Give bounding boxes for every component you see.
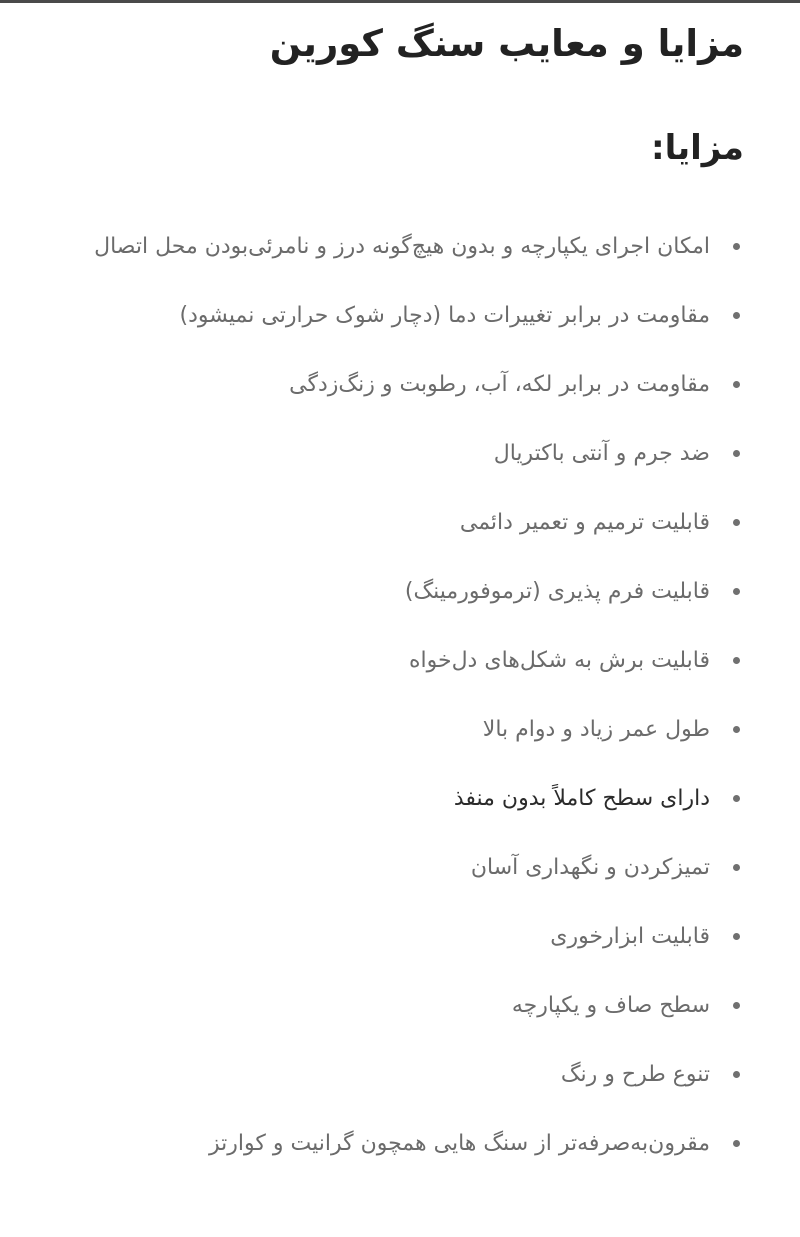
list-item <box>54 776 744 822</box>
list-item-text: قابلیت ابزارخوری <box>550 924 710 949</box>
list-item <box>54 569 744 615</box>
list-item-text: ضد جرم و آنتی باکتریال <box>493 441 710 466</box>
top-divider <box>0 0 800 3</box>
bullet-icon <box>733 1002 740 1009</box>
list-item <box>54 362 744 408</box>
list-item-text: امکان اجرای یکپارچه و بدون هیچ‌گونه درز و نامرئی‌بودن محل اتصال <box>94 234 710 259</box>
list-item <box>54 845 744 891</box>
list-item <box>54 638 744 684</box>
list-item <box>54 500 744 546</box>
list-item-text: طول عمر زیاد و دوام بالا <box>482 717 710 742</box>
list-item-text: مقاومت در برابر تغییرات دما (دچار شوک حرارتی نمیشود) <box>179 303 710 328</box>
list-item-text: مقاومت در برابر لکه، آب، رطوبت و زنگ‌زدگی <box>289 372 710 397</box>
bullet-icon <box>733 519 740 526</box>
advantages-list <box>54 224 744 1190</box>
bullet-icon <box>733 726 740 733</box>
list-item-text: قابلیت برش به شکل‌های دل‌خواه <box>408 648 710 673</box>
bullet-icon <box>733 381 740 388</box>
bullet-icon <box>733 657 740 664</box>
bullet-icon <box>733 312 740 319</box>
list-item-text: دارای سطح کاملاً بدون منفذ <box>453 786 710 811</box>
bullet-icon <box>733 933 740 940</box>
list-item <box>54 914 744 960</box>
bullet-icon <box>733 864 740 871</box>
bullet-icon <box>733 795 740 802</box>
advantages-heading: مزایا: <box>651 128 744 168</box>
list-item-text: تنوع طرح و رنگ <box>560 1062 710 1087</box>
page-title: مزایا و معایب سنگ کورین <box>269 22 744 65</box>
list-item <box>54 1052 744 1098</box>
list-item-text: تمیزکردن و نگهداری آسان <box>470 855 710 880</box>
list-item-text: مقرون‌به‌صرفه‌تر از سنگ هایی همچون گرانیت و کوارتز <box>209 1131 710 1156</box>
list-item-text: سطح صاف و یکپارچه <box>511 993 710 1018</box>
bullet-icon <box>733 1071 740 1078</box>
list-item <box>54 983 744 1029</box>
list-item <box>54 431 744 477</box>
bullet-icon <box>733 243 740 250</box>
bullet-icon <box>733 588 740 595</box>
list-item <box>54 707 744 753</box>
list-item-text: قابلیت ترمیم و تعمیر دائمی <box>459 510 710 535</box>
list-item-text: قابلیت فرم پذیری (ترموفورمینگ) <box>404 579 710 604</box>
list-item <box>54 224 744 270</box>
bullet-icon <box>733 450 740 457</box>
bullet-icon <box>733 1140 740 1147</box>
list-item <box>54 293 744 339</box>
list-item <box>54 1121 744 1167</box>
